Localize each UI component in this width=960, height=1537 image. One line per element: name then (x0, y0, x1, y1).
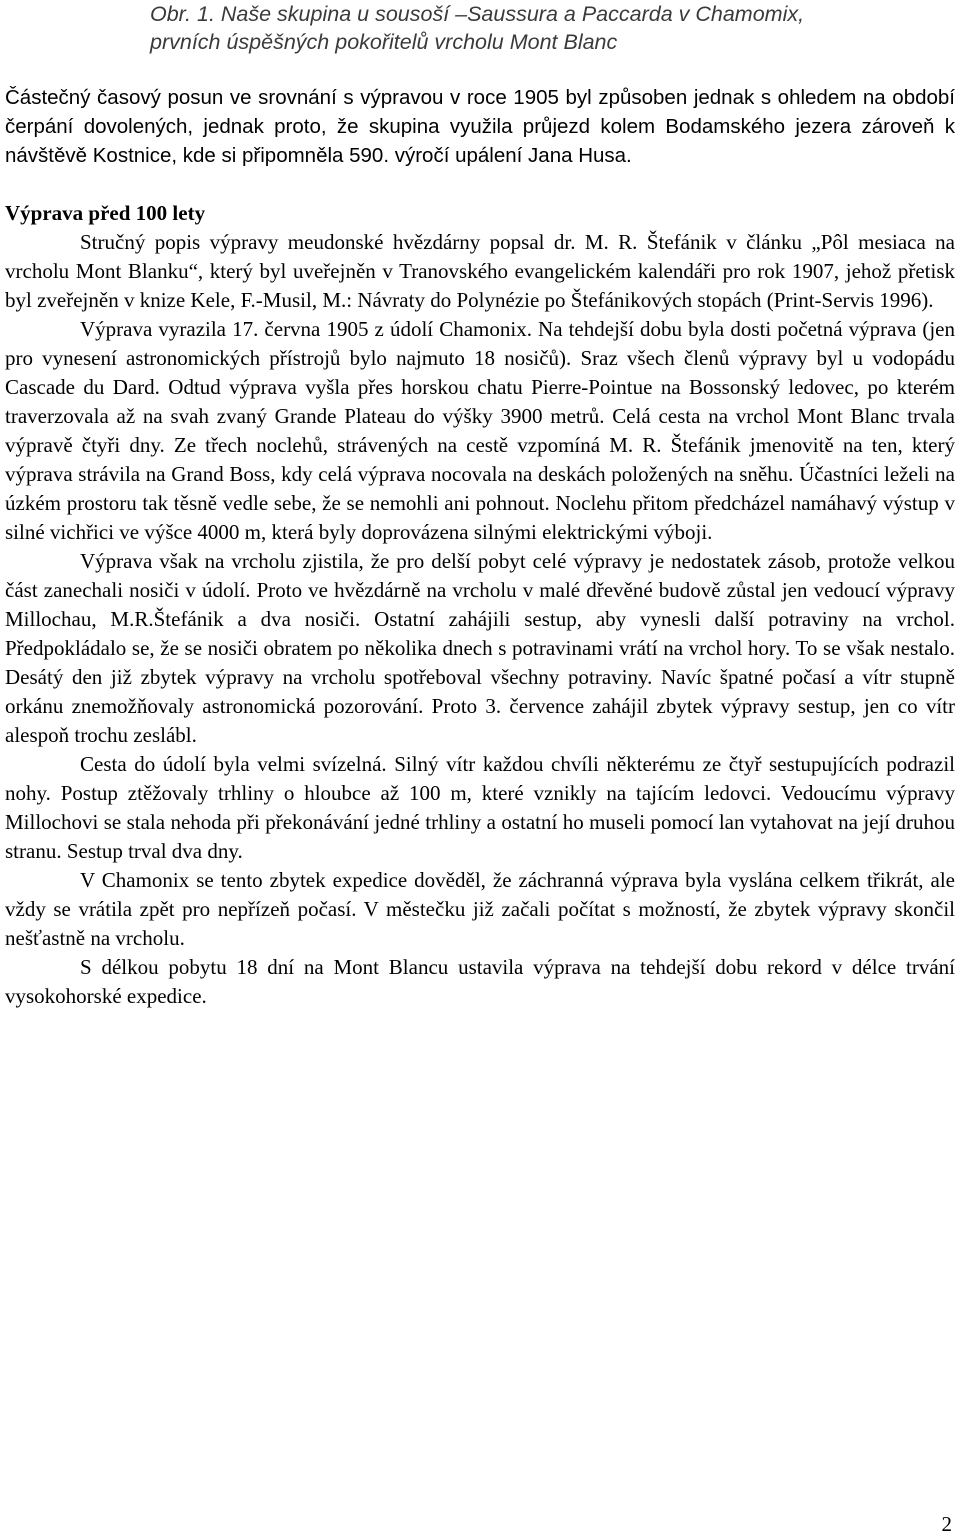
section-heading: Výprava před 100 lety (5, 201, 206, 225)
paragraph-1: Stručný popis výpravy meudonské hvězdárny popsal dr. M. R. Štefánik v článku „Pôl mesiaca na vrcholu Mont Blanku“, který byl uveřejněn v Tranovského evangelickém kalendáři pro rok 1907, jehož přetisk byl zveřejněn v knize Kele, F.-Musil, M.: Návraty do Polynézie po Štefánikových stopách (Print-Servis 1996). (5, 230, 955, 312)
intro-paragraph: Částečný časový posun ve srovnání s výpravou v roce 1905 byl způsoben jednak s ohledem na období čerpání dovolených, jednak proto, že skupina využila průjezd kolem Bodamského jezera zároveň k návštěvě Kostnice, kde si připomněla 590. výročí upálení Jana Husa. (5, 86, 955, 167)
figure-caption (150, 0, 950, 56)
paragraph-4: Cesta do údolí byla velmi svízelná. Silný vítr každou chvíli některému ze čtyř sestupujících podrazil nohy. Postup ztěžovaly trhliny o hloubce až 100 m, které vznikly na tajícím ledovci. Vedoucímu výpravy Millochovi se stala nehoda při překonávání jedné trhliny a ostatní ho museli pomocí lan vytahovat na její druhou stranu. Sestup trval dva dny. (5, 752, 955, 863)
paragraph-6: S délkou pobytu 18 dní na Mont Blancu ustavila výprava na tehdejší dobu rekord v délce trvání vysokohorské expedice. (5, 955, 955, 1008)
article-section (5, 199, 955, 1011)
paragraph-2: Výprava vyrazila 17. června 1905 z údolí Chamonix. Na tehdejší dobu byla dosti početná výprava (jen pro vynesení astronomických přístrojů bylo najmuto 18 nosičů). Sraz všech členů výpravy byl u vodopádu Cascade du Dard. Odtud výprava vyšla přes horskou chatu Pierre-Pointue na Bossonský ledovec, po kterém traverzovala až na svah zvaný Grande Plateau do výšky 3900 metrů. Celá cesta na vrchol Mont Blanc trvala výpravě čtyři dny. Ze třech noclehů, strávených na cestě vzpomíná M. R. Štefánik jmenovitě na ten, který výprava strávila na Grand Boss, kdy celá výprava nocovala na deskách položených na sněhu. Účastníci leželi na úzkém prostoru tak těsně vedle sebe, že se nemohli ani pohnout. Noclehu přitom předcházel namáhavý výstup v silné vichřici ve výšce 4000 m, která byly doprovázena silnými elektrickými výboji. (5, 317, 955, 544)
figure-caption-line-1: Obr. 1. Naše skupina u sousoší –Saussura a Paccarda v Chamomix, (150, 2, 805, 26)
paragraph-5: V Chamonix se tento zbytek expedice dověděl, že záchranná výprava byla vyslána celkem třikrát, ale vždy se vrátila zpět pro nepřízeň počasí. V městečku již začali počítat s možností, že zbytek výpravy skončil nešťastně na vrcholu. (5, 868, 955, 950)
page-number: 2 (941, 1512, 952, 1536)
paragraph-3: Výprava však na vrcholu zjistila, že pro delší pobyt celé výpravy je nedostatek zásob, protože velkou část zanechali nosiči v údolí. Proto ve hvězdárně na vrcholu v malé dřevěné budově zůstal jen vedoucí výpravy Millochau, M.R.Štefánik a dva nosiči. Ostatní zahájili sestup, aby vynesli další potraviny na vrchol. Předpokládalo se, že se nosiči obratem po několika dnech s potravinami vrátí na vrchol hory. To se však nestalo. Desátý den již zbytek výpravy na vrcholu spotřeboval všechny potraviny. Navíc špatné počasí a vítr stupně orkánu znemožňovaly astronomická pozorování. Proto 3. července zahájil zbytek výpravy sestup, jen co vítr alespoň trochu zeslábl. (5, 549, 955, 747)
figure-caption-line-2: prvních úspěšných pokořitelů vrcholu Mont Blanc (150, 30, 618, 54)
